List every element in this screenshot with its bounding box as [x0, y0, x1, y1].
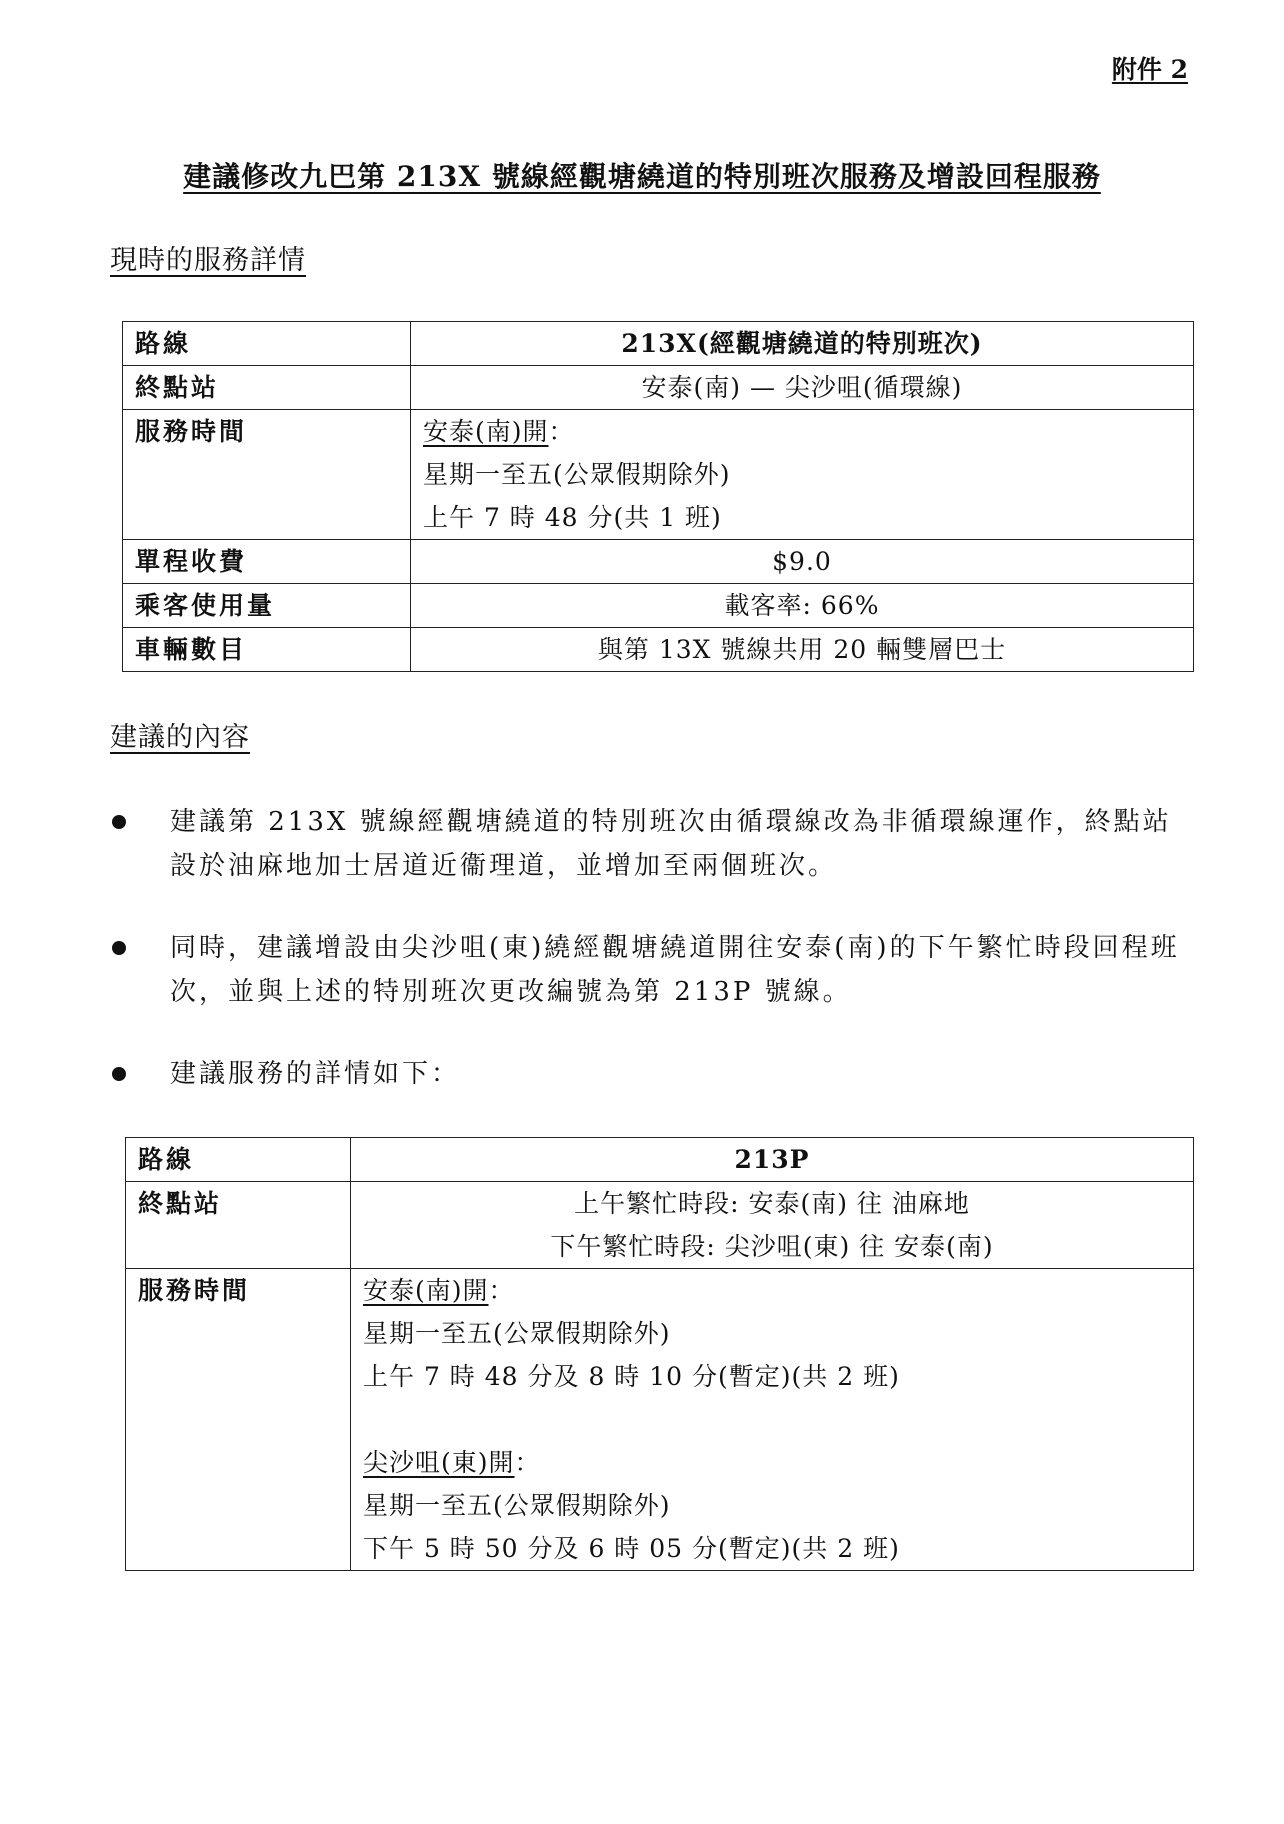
route-value: 213X(經觀塘繞道的特別班次): [411, 322, 1194, 366]
annex-label: 附件 2: [1111, 55, 1188, 84]
proposal-bullet-list: [110, 800, 1190, 1134]
bullet-text: 同時，建議增設由尖沙咀(東)繞經觀塘繞道開往安泰(南)的下午繁忙時段回程班次，並與上述的特別班次更改編號為第 213P 號線。: [170, 933, 1180, 1007]
table-row: [123, 628, 1194, 672]
current-service-heading: 現時的服務詳情: [110, 245, 306, 276]
am-departure-line: 安泰(南)開：: [363, 1276, 515, 1305]
patronage-value: 載客率: 66%: [411, 584, 1194, 628]
vehicles-value: 與第 13X 號線共用 20 輛雙層巴士: [411, 628, 1194, 672]
fare-value: $9.0: [411, 540, 1194, 584]
service-hours-label: 服務時間: [123, 410, 411, 540]
route-value: 213P: [351, 1138, 1194, 1182]
proposal-heading: 建議的內容: [110, 722, 250, 753]
terminus-value: [351, 1182, 1194, 1269]
bullet-icon: [110, 800, 170, 888]
service-hours-value: [351, 1269, 1194, 1571]
pm-service-times: 下午 5 時 50 分及 6 時 05 分(暫定)(共 2 班): [363, 1534, 900, 1563]
bullet-text: 建議第 213X 號線經觀塘繞道的特別班次由循環線改為非循環線運作，終點站設於油麻地加士居道近衞理道，並增加至兩個班次。: [170, 807, 1172, 881]
terminus-am: 上午繁忙時段: 安泰(南) 往 油麻地: [574, 1189, 970, 1218]
table-row: [123, 366, 1194, 410]
terminus-label: 終點站: [126, 1182, 351, 1269]
bullet-text: 建議服務的詳情如下：: [170, 1059, 461, 1089]
vehicles-label: 車輛數目: [123, 628, 411, 672]
terminus-pm: 下午繁忙時段: 尖沙咀(東) 往 安泰(南): [550, 1232, 994, 1261]
departure-line: 安泰(南)開：: [423, 417, 575, 446]
pm-departure-line: 尖沙咀(東)開：: [363, 1448, 541, 1477]
table-row: [123, 410, 1194, 540]
am-service-days: 星期一至五(公眾假期除外): [363, 1319, 671, 1348]
route-label: 路線: [123, 322, 411, 366]
terminus-label: 終點站: [123, 366, 411, 410]
pm-service-days: 星期一至五(公眾假期除外): [363, 1491, 671, 1520]
fare-label: 單程收費: [123, 540, 411, 584]
table-row: [123, 540, 1194, 584]
document-title: 建議修改九巴第 213X 號線經觀塘繞道的特別班次服務及增設回程服務: [183, 160, 1101, 193]
table-row: [123, 322, 1194, 366]
service-times: 上午 7 時 48 分(共 1 班): [423, 503, 722, 532]
list-item: [110, 800, 1190, 888]
bullet-icon: [110, 1052, 170, 1096]
am-service-times: 上午 7 時 48 分及 8 時 10 分(暫定)(共 2 班): [363, 1362, 900, 1391]
pm-departure-point: 尖沙咀(東)開: [363, 1448, 515, 1477]
table-row: [126, 1269, 1194, 1571]
bullet-icon: [110, 926, 170, 1014]
list-item: [110, 1052, 1190, 1096]
current-service-table: [122, 321, 1194, 672]
proposed-service-table: [125, 1137, 1194, 1571]
service-hours-label: 服務時間: [126, 1269, 351, 1571]
service-hours-value: [411, 410, 1194, 540]
terminus-value: 安泰(南) — 尖沙咀(循環線): [411, 366, 1194, 410]
patronage-label: 乘客使用量: [123, 584, 411, 628]
list-item: [110, 926, 1190, 1014]
service-days: 星期一至五(公眾假期除外): [423, 460, 731, 489]
route-label: 路線: [126, 1138, 351, 1182]
departure-point: 安泰(南)開: [423, 417, 549, 446]
am-departure-point: 安泰(南)開: [363, 1276, 489, 1305]
table-row: [123, 584, 1194, 628]
table-row: [126, 1138, 1194, 1182]
table-row: [126, 1182, 1194, 1269]
